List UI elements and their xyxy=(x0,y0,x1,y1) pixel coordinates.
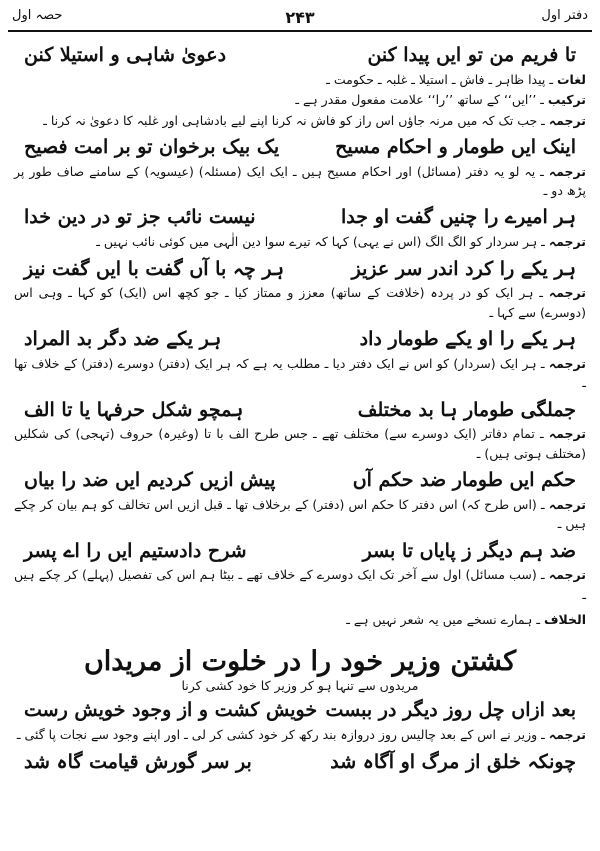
paragraph-text: ـ ہر ایک کو در پردہ (خلافت کے ساتھ) معزز و ممتاز کیا ـ جو کچھ اس (ایک) کو کہا ـ وہی اس (دوسرے) سے کہا ـ xyxy=(14,285,586,320)
verse-second-hemistich: خویش کشت و از وجود خویش رست xyxy=(24,699,318,722)
translation-paragraph xyxy=(14,565,586,604)
paragraph-text: ـ تمام دفاتر (ایک دوسرے سے) مختلف تھے ـ جس طرح الف با تا (وغیرہ) حروف (تہجی) کی شکلیں (مختلف ہوتی ہیں) ـ xyxy=(14,426,586,461)
paragraph-label: ترجمہ xyxy=(548,163,586,179)
verse-first-hemistich: ہر یکے را او یکے طومار داد xyxy=(359,328,576,350)
paragraph-text: ـ (اس طرح کہ) اس دفتر کا حکم اس (دفتر) کے برخلاف تھا ـ قبل ازیں اس تخالف کو ہم بیان کر چکے ہیں ـ xyxy=(14,496,586,532)
verse-couplet xyxy=(14,328,586,352)
verse-second-hemistich: یک بیک برخوان تو بر امت فصیح xyxy=(24,135,280,158)
footnote xyxy=(14,610,586,630)
translation-paragraph xyxy=(14,725,586,744)
verse-first-hemistich: ہر یکے را کرد اندر سر عزیز xyxy=(351,257,576,280)
paragraph-label: ترجمہ xyxy=(548,727,586,743)
translation-paragraph xyxy=(14,495,586,534)
verse-second-hemistich: پیش ازیں کردیم ایں ضد را بیاں xyxy=(24,469,276,491)
document-page xyxy=(8,4,592,846)
verse-second-hemistich: شرح دادستیم ایں را اے پسر xyxy=(24,539,247,562)
translation-paragraph xyxy=(14,162,586,201)
verse-couplet xyxy=(14,751,586,775)
verse-first-hemistich: بعد ازاں چل روز دیگر در ببست xyxy=(325,699,576,722)
paragraph-label: ترکیب xyxy=(547,92,586,108)
paragraph-label: ترجمہ xyxy=(548,112,586,128)
section-subheading: مریدوں سے تنہا ہو کر وزیر کا خود کشی کرنا xyxy=(181,678,419,694)
verse-second-hemistich: ہمچو شکل حرفہا یا تا الف xyxy=(24,398,244,421)
translation-paragraph xyxy=(14,232,586,251)
paragraph-label: لغات xyxy=(556,71,586,87)
translation-paragraph xyxy=(14,424,586,463)
verse-first-hemistich: اینک ایں طومار و احکام مسیح xyxy=(335,135,576,158)
page-number: ۲۴۳ xyxy=(285,8,315,27)
paragraph-text: ـ (سب مسائل) اول سے آخر تک ایک دوسرے کے خلاف تھے ـ بیٹا ہم اس کی تفصیل (پہلے) کر چکے ہیں ـ xyxy=(14,567,586,602)
verse-first-hemistich: چونکہ خلق از مرگ او آگاہ شد xyxy=(330,750,576,773)
verse-second-hemistich: ہر چہ با آں گفت با ایں گفت نیز xyxy=(24,257,284,280)
paragraph-text: ـ یہ لو یہ دفتر (مسائل) اور احکام مسیح ہیں ـ ایک ایک (مسئلہ) (عیسویہ) کے سامنے صاف طور پر پڑھ دو ـ xyxy=(14,163,586,198)
verse-second-hemistich: نیست نائب جز تو در دین خدا xyxy=(24,206,256,229)
verse-couplet xyxy=(14,469,586,493)
paragraph-label: ترجمہ xyxy=(548,234,586,250)
translation-paragraph xyxy=(14,354,586,393)
paragraph-text: ـ وزیر نے اس کے بعد چالیس روز دروازہ بند رکھ کر خود کشی کر لی ـ اور اپنے وجود سے نجات پا گئی ـ xyxy=(16,727,549,743)
section-heading: کشتن وزیر خود را در خلوت از مریداں xyxy=(83,646,517,677)
verse-first-hemistich: ہر امیرے را چنیں گفت او جدا xyxy=(340,206,576,229)
verse-couplet xyxy=(14,136,586,160)
verse-second-hemistich: بر سر گورش قیامت گاہ شد xyxy=(24,750,252,773)
verse-couplet xyxy=(14,258,586,282)
paragraph-label: ترجمہ xyxy=(548,285,586,301)
page-header xyxy=(8,4,592,32)
verse-first-hemistich: حکم ایں طومار ضد حکم آں xyxy=(352,469,576,491)
translation-paragraph xyxy=(14,70,586,89)
translation-paragraph xyxy=(14,90,586,109)
verse-couplet xyxy=(14,540,586,564)
verse-second-hemistich: دعویٰ شاہی و استیلا کنن xyxy=(24,44,227,66)
paragraph-text: ـ پیدا ظاہر ـ فاش ـ استیلا ـ غلبہ ـ حکومت ـ xyxy=(326,71,557,87)
verse-couplet xyxy=(14,206,586,230)
paragraph-label: ترجمہ xyxy=(548,567,586,583)
paragraph-text: ـ ہر سردار کو الگ الگ (اس نے یہی) کہا کہ تیرے سوا دین الٰہی میں کوئی نائب نہیں ـ xyxy=(96,234,549,250)
translation-paragraph xyxy=(14,283,586,322)
paragraph-label: ترجمہ xyxy=(548,426,586,442)
paragraph-text: ـ ہر ایک (سردار) کو اس نے ایک دفتر دیا ـ مطلب یہ ہے کہ ہر ایک (دفتر) دوسرے (دفتر) کے خلاف تھا ـ xyxy=(14,355,586,391)
verse-first-hemistich: جملگی طومار ہا بد مختلف xyxy=(357,398,576,421)
verse-couplet xyxy=(14,399,586,423)
header-volume: دفتر اول xyxy=(541,8,588,23)
verse-first-hemistich: تا فریم من تو ایں پیدا کنن xyxy=(367,44,576,66)
page-content xyxy=(8,32,592,774)
verse-second-hemistich: ہر یکے ضد دگر بد المراد xyxy=(24,328,222,350)
paragraph-label: ترجمہ xyxy=(548,355,586,371)
paragraph-label: الخلاف xyxy=(544,612,586,627)
verse-couplet xyxy=(14,44,586,68)
paragraph-text: ـ جب تک کہ میں مرنہ جاؤں اس راز کو فاش نہ کرنا اپنے لیے بادشاہی اور غلبہ کا دعویٰ نہ کرنا ـ xyxy=(43,112,549,128)
verse-first-hemistich: ضد ہم دیگر ز پایاں تا بسر xyxy=(362,539,576,562)
paragraph-label: ترجمہ xyxy=(548,496,586,512)
header-part: حصہ اول xyxy=(12,8,63,23)
paragraph-text: ـ ’’ایں‘‘ کے ساتھ ’’را‘‘ علامت مفعول مقدر ہے ـ xyxy=(295,92,548,108)
paragraph-text: ـ ہمارے نسخے میں یہ شعر نہیں ہے ـ xyxy=(346,612,544,627)
translation-paragraph xyxy=(14,111,586,130)
verse-couplet xyxy=(14,699,586,723)
